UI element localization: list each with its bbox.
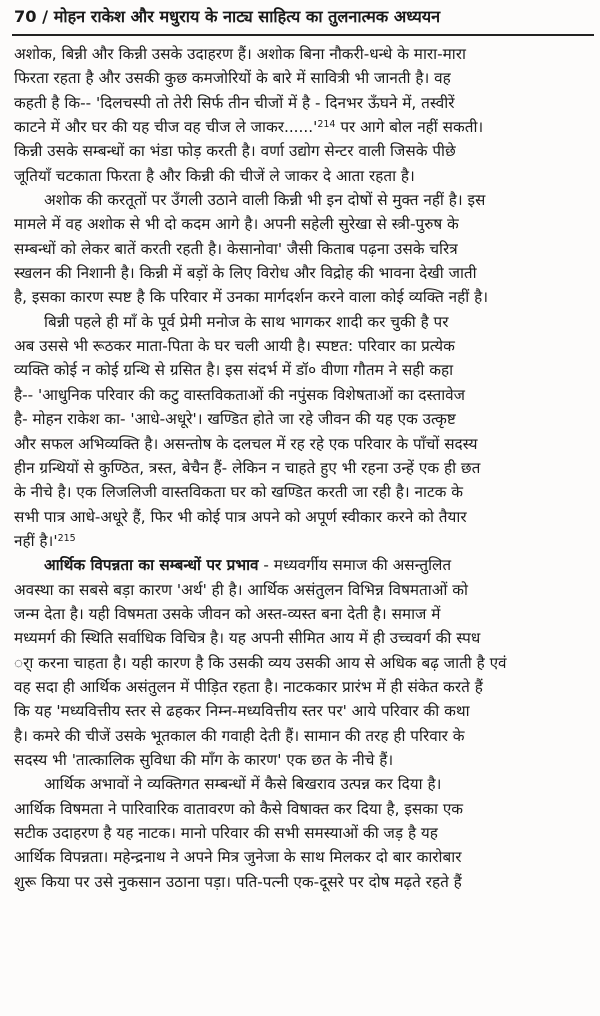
line-text: आर्थिक अभावों ने व्यक्तिगत सम्बन्धों में कैसे बिखराव उत्पन्न कर दिया है। <box>44 775 442 794</box>
line-text: फिरता रहता है और उसकी कुछ कमजोरियों के बारे में सावित्री भी जानती है। वह <box>14 69 451 88</box>
text-line <box>14 870 600 894</box>
text-line <box>14 310 600 334</box>
text-line <box>14 91 600 115</box>
text-line <box>14 724 600 748</box>
text-line <box>14 188 600 212</box>
line-text: - मध्यवर्गीय समाज की असन्तुलित <box>258 556 452 575</box>
line-text: है, इसका कारण स्पष्ट है कि परिवार में उनका मार्गदर्शन करने वाला कोई व्यक्ति नहीं है। <box>14 288 489 307</box>
line-text: वह सदा ही आर्थिक असंतुलन में पीड़ित रहता है। नाटककार प्रारंभ में ही संकेत करते हैं <box>14 677 483 696</box>
line-text: नहीं है।' <box>14 531 58 550</box>
text-line <box>14 139 600 163</box>
text-line <box>14 66 600 90</box>
text-line <box>14 651 600 675</box>
footnote-ref: 214 <box>317 119 336 131</box>
line-text: अब उससे भी रूठकर माता-पिता के घर चली आयी है। स्पष्टत: परिवार का प्रत्येक <box>14 337 455 356</box>
line-text: मध्यमर्ग की स्थिति सर्वाधिक विचित्र है। यह अपनी सीमित आय में ही उच्चवर्ग की स्पध <box>14 629 481 648</box>
text-line <box>14 748 600 772</box>
text-line <box>14 237 600 261</box>
text-line <box>14 821 600 845</box>
line-text: आर्थिक विपन्नता। महेन्द्रनाथ ने अपने मित्र जुनेजा के साथ मिलकर दो बार कारोबार <box>14 848 462 867</box>
line-text: कहती है कि-- 'दिलचस्पी तो तेरी सिर्फ तीन चीजों में है - दिनभर ऊँघने में, तस्वीरें <box>14 93 455 112</box>
line-text: सभी पात्र आधे-अधूरे हैं, फिर भी कोई पात्र अपने को अपूर्ण स्वीकार करने को तैयार <box>14 507 467 526</box>
line-text: अवस्था का सबसे बड़ा कारण 'अर्थ' ही है। आर्थिक असंतुलन विभिन्न विषमताओं को <box>14 580 468 599</box>
line-text: हीन ग्रन्थियों से कुण्ठित, त्रस्त, बेचैन हैं- लेकिन न चाहते हुए भी रहना उन्हें एक ही छत <box>14 458 481 477</box>
footnote-ref: 215 <box>57 532 76 544</box>
text-line <box>14 334 600 358</box>
line-text: सम्बन्धों को लेकर बातें करती रहती है। केसानोवा' जैसी किताब पढ़ना उसके चरित्र <box>14 239 458 258</box>
line-text: सटीक उदाहरण है यह नाटक। मानो परिवार की सभी समस्याओं की जड़ है यह <box>14 824 438 842</box>
line-text: र्ा करना चाहता है। यही कारण है कि उसकी व्यय उसकी आय से अधिक बढ़ जाती है एवं <box>14 653 507 672</box>
text-line <box>14 212 600 236</box>
text-line <box>14 578 600 602</box>
text-line <box>14 42 600 66</box>
text-line <box>14 699 600 723</box>
header-rule <box>12 34 594 36</box>
line-text: व्यक्ति कोई न कोई ग्रन्थि से ग्रसित है। इस संदर्भ में डॉ० वीणा गौतम ने सही कहा <box>14 361 454 380</box>
text-line <box>14 383 600 407</box>
section-heading: आर्थिक विपन्नता का सम्बन्धों पर प्रभाव <box>44 556 259 575</box>
line-text: और सफल अभिव्यक्ति है। असन्तोष के दलचल में रह रहे एक परिवार के पाँचों सदस्य <box>14 434 478 453</box>
line-text: है- मोहन राकेश का- 'आधे-अधूरे'। खण्डित होते जा रहे जीवन की यह एक उत्कृष्ट <box>14 410 456 429</box>
text-line <box>14 845 600 869</box>
text-line <box>14 772 600 796</box>
line-text: है। कमरे की चीजें उसके भूतकाल की गवाही देती हैं। सामान की तरह ही परिवार के <box>14 726 465 745</box>
text-line <box>14 797 600 821</box>
text-line <box>14 602 600 626</box>
text-line <box>14 626 600 650</box>
text-line <box>14 553 600 577</box>
line-text: सदस्य भी 'तात्कालिक सुविधा की माँग के कारण' एक छत के नीचे हैं। <box>14 750 394 769</box>
line-text: है-- 'आधुनिक परिवार की कटु वास्तविकताओं की नपुंसक विशेषताओं का दस्तावेज <box>14 385 466 404</box>
line-text: मामले में वह अशोक से भी दो कदम आगे है। अपनी सहेली सुरेखा से स्त्री-पुरुष के <box>14 215 459 234</box>
line-text: जन्म देता है। यही विषमता उसके जीवन को अस्त-व्यस्त बना देती है। समाज में <box>14 604 441 623</box>
line-text: शुरू किया पर उसे नुकसान उठाना पड़ा। पति-पत्नी एक-दूसरे पर दोष मढ़ते रहते हैं <box>14 872 462 891</box>
text-line <box>14 505 600 529</box>
text-line <box>14 285 600 309</box>
line-text: काटने में और घर की यह चीज वह चीज ले जाकर......' <box>14 118 318 137</box>
line-text: के नीचे है। एक लिजलिजी वास्तविकता घर को खण्डित करती जा रही है। नाटक के <box>14 483 464 502</box>
line-text: पर आगे बोल नहीं सकती। <box>335 118 484 137</box>
body-text <box>14 42 600 894</box>
line-text: बिन्नी पहले ही माँ के पूर्व प्रेमी मनोज के साथ भागकर शादी कर चुकी है पर <box>44 312 449 331</box>
text-line <box>14 529 600 553</box>
running-header: 70 / मोहन राकेश और मधुराय के नाट्य साहित्य का तुलनात्मक अध्ययन <box>14 7 441 26</box>
text-line <box>14 407 600 431</box>
line-text: जूतियाँ चटकाता फिरता है और किन्नी की चीजें ले जाकर दे आता रहता है। <box>14 166 415 185</box>
line-text: अशोक की करतूतों पर उँगली उठाने वाली किन्नी भी इन दोषों से मुक्त नहीं है। इस <box>44 191 486 210</box>
text-line <box>14 164 600 188</box>
text-line <box>14 432 600 456</box>
text-line <box>14 456 600 480</box>
text-line <box>14 358 600 382</box>
text-line <box>14 261 600 285</box>
line-text: स्खलन की निशानी है। किन्नी में बड़ों के लिए विरोध और विद्रोह की भावना देखी जाती <box>14 264 477 283</box>
line-text: कि यह 'मध्यवित्तीय स्तर से ढहकर निम्न-मध्यवित्तीय स्तर पर' आये परिवार की कथा <box>14 702 470 721</box>
text-line <box>14 115 600 139</box>
line-text: आर्थिक विषमता ने पारिवारिक वातावरण को कैसे विषाक्त कर दिया है, इसका एक <box>14 799 464 818</box>
text-line <box>14 675 600 699</box>
line-text: किन्नी उसके सम्बन्धों का भंडा फोड़ करती है। वर्णा उद्योग सेन्टर वाली जिसके पीछे <box>14 142 456 161</box>
text-line <box>14 480 600 504</box>
line-text: अशोक, बिन्नी और किन्नी उसके उदाहरण हैं। अशोक बिना नौकरी-धन्धे के मारा-मारा <box>14 45 466 63</box>
